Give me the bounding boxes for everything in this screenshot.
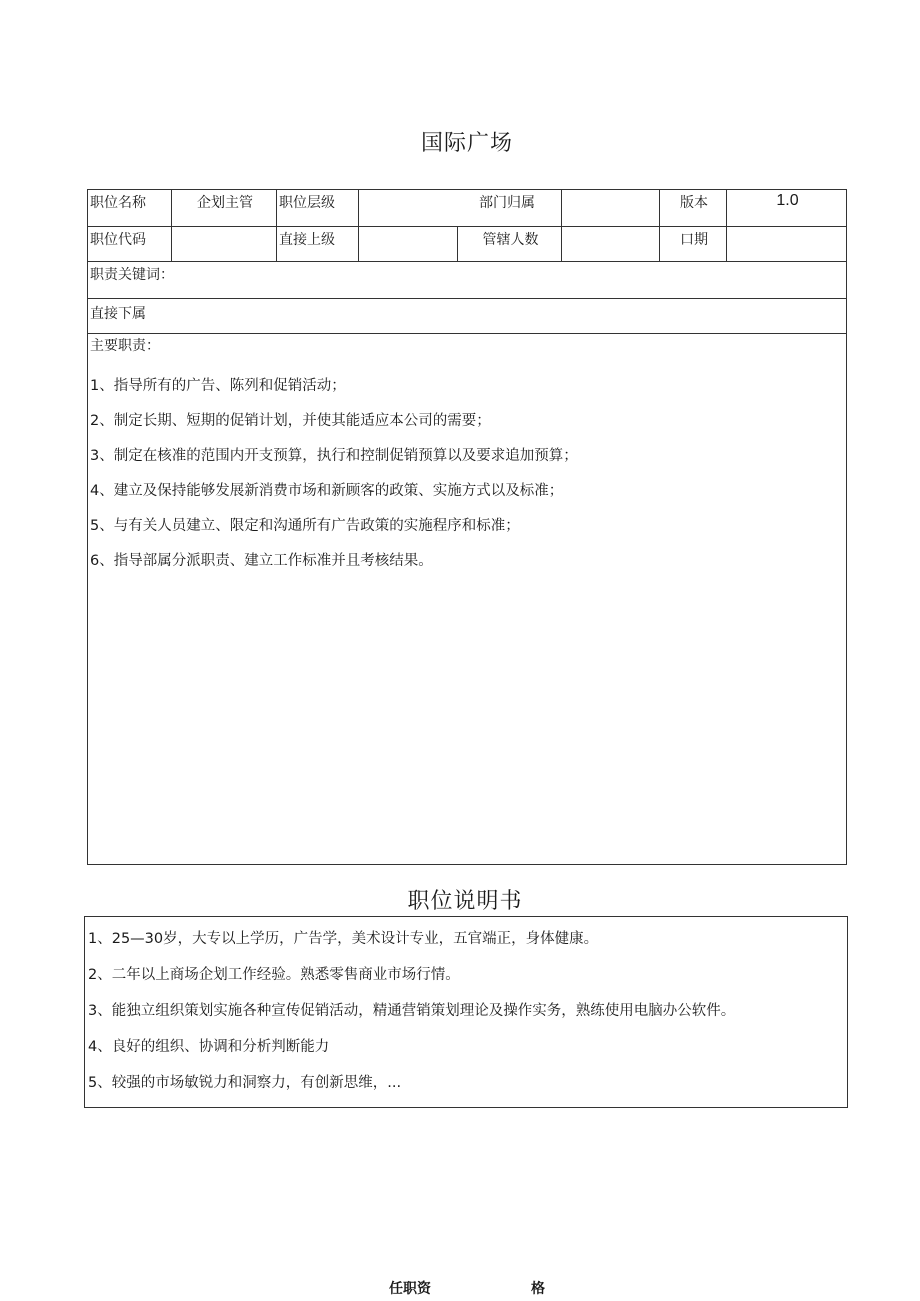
requirement-item: 1、25—30岁，大专以上学历，广告学，美术设计专业，五官端正，身体健康。 (88, 931, 599, 947)
footer-label-part2: 格 (531, 1281, 545, 1297)
footer-label-part1: 任职资 (389, 1281, 431, 1297)
date-label: 口期 (660, 227, 727, 262)
duty-keywords-label: 职责关键词： (88, 262, 847, 299)
requirement-item: 5、较强的市场敏锐力和洞察力，有创新思维，... (88, 1075, 402, 1091)
duty-item: 3、制定在核准的范围内开支预算，执行和控制促销预算以及要求追加预算； (90, 448, 578, 464)
requirements-table (84, 916, 848, 1108)
direct-superior-value (359, 227, 458, 262)
footer-label (389, 1278, 545, 1298)
department-value (562, 190, 660, 227)
version-value: 1.0 (727, 190, 847, 227)
direct-reports-label: 直接下属 (88, 299, 847, 334)
duty-item: 1、指导所有的广告、陈列和促销活动； (90, 378, 346, 394)
position-level-label: 职位层级 (277, 190, 359, 227)
section-title: 职位说明书 (407, 889, 523, 914)
requirement-item: 4、良好的组织、协调和分析判断能力 (88, 1039, 330, 1055)
requirements-cell (85, 917, 848, 1108)
duty-item: 6、指导部属分派职责、建立工作标准并且考核结果。 (90, 553, 433, 569)
department-label: 部门归属 (359, 190, 562, 227)
position-code-label: 职位代码 (88, 227, 172, 262)
position-name-label: 职位名称 (88, 190, 172, 227)
duty-item: 5、与有关人员建立、限定和沟通所有广告政策的实施程序和标准； (90, 518, 520, 534)
position-info-table (87, 189, 847, 865)
position-code-value (172, 227, 277, 262)
requirement-item: 3、能独立组织策划实施各种宣传促销活动，精通营销策划理论及操作实务，熟练使用电脑办公软件。 (88, 1003, 736, 1019)
main-duties-cell (88, 334, 847, 865)
position-name-value: 企划主管 (172, 190, 277, 227)
duty-item: 4、建立及保持能够发展新消费市场和新顾客的政策、实施方式以及标准； (90, 483, 564, 499)
duty-item: 2、制定长期、短期的促销计划，并使其能适应本公司的需要； (90, 413, 491, 429)
direct-superior-label: 直接上级 (277, 227, 359, 262)
subordinates-count-value (562, 227, 660, 262)
subordinates-count-label: 管辖人数 (458, 227, 562, 262)
main-duties-label: 主要职责： (90, 338, 160, 354)
version-label: 版本 (660, 190, 727, 227)
document-title: 国际广场 (420, 131, 513, 156)
date-value (727, 227, 847, 262)
requirement-item: 2、二年以上商场企划工作经验。熟悉零售商业市场行情。 (88, 967, 460, 983)
